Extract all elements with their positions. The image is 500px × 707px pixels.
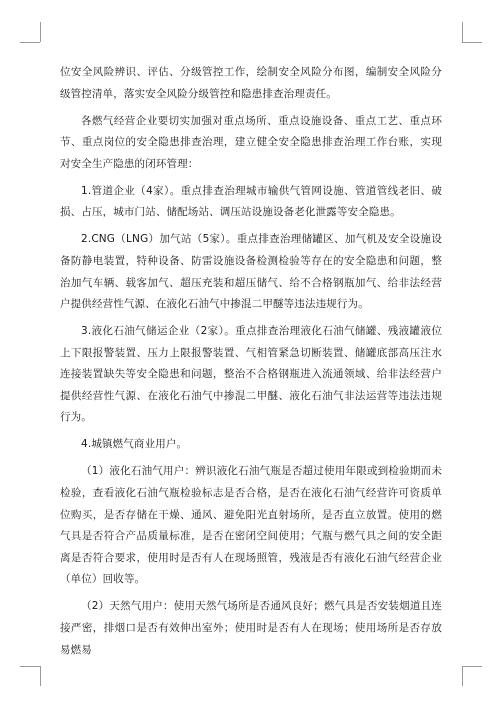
- paragraph-cng-lng-stations: 2.CNG（LNG）加气站（5家）。重点排查治理储罐区、加气机及安全设施设备防静电装置，特种设备、防雷设施设备检测检验等存在的安全隐患和问题，整治加气车辆、载客加气、超压充装和超压储气、给不合格钢瓶加气、给非法经营户提供经营性气源、在液化石油气中掺混二甲醚等违法违规行为。: [60, 233, 442, 311]
- paragraph-lpg-users: （1）液化石油气用户：辨识液化石油气瓶是否超过使用年限或到检验期而未检验，查看液化石油气瓶检验标志是否合格，是否在液化石油气经营许可资质单位购买，是否存储在干燥、通风、避免阳光直射场所，是否直立放置。使用的燃气具是否符合产品质量标准，是否在密闭空间使用；气瓶与燃气具之间的安全距离是否符合要求，使用时是否有人在现场照管，残液是否有液化石油气经营企业（单位）回收等。: [60, 465, 442, 586]
- paragraph-continuation: 位安全风险辨识、评估、分级管控工作，绘制安全风险分布图，编制安全风险分级管控清单，落实安全风险分级管控和隐患排查治理责任。: [60, 66, 442, 100]
- crop-mark-top-left-h: [20, 42, 40, 43]
- crop-mark-bottom-right-h: [462, 666, 482, 667]
- crop-mark-bottom-left-v: [40, 666, 41, 686]
- paragraph-intro: 各燃气经营企业要切实加强对重点场所、重点设施设备、重点工艺、重点环节、重点岗位的安全隐患排查治理，建立健全安全隐患排查治理工作台账，实现对安全生产隐患的闭环管理：: [60, 114, 442, 170]
- paragraph-pipeline-enterprises: 1.管道企业（4家）。重点排查治理城市输供气管网设施、管道管线老旧、破损、占压，城市门站、储配场站、调压站设施设备老化泄露等安全隐患。: [60, 184, 442, 219]
- paragraph-commercial-users: 4.城镇燃气商业用户。: [81, 438, 188, 451]
- crop-mark-top-right-h: [462, 42, 482, 43]
- crop-mark-bottom-left-h: [20, 666, 40, 667]
- paragraph-lpg-storage: 3.液化石油气储运企业（2家）。重点排查治理液化石油气储罐、残液罐液位上下限报警装置、压力上限报警装置、气相管紧急切断装置、储罐底部高压注水连接装置缺失等安全隐患和问题，整治不合格钢瓶进入流通领域、给非法经营户提供经营性气源、在液化石油气中掺混二甲醚、液化石油气非法运营等违法违规行为。: [60, 325, 442, 424]
- paragraph-natural-gas-users: （2）天然气用户：使用天然气场所是否通风良好；燃气具是否安装烟道且连接严密，排烟口是否有效伸出室外；使用时是否有人在现场；使用场所是否存放易燃易: [60, 600, 442, 656]
- document-body: [60, 62, 442, 667]
- crop-mark-bottom-right-v: [462, 666, 463, 686]
- crop-mark-top-left-v: [40, 22, 41, 42]
- crop-mark-top-right-v: [462, 22, 463, 42]
